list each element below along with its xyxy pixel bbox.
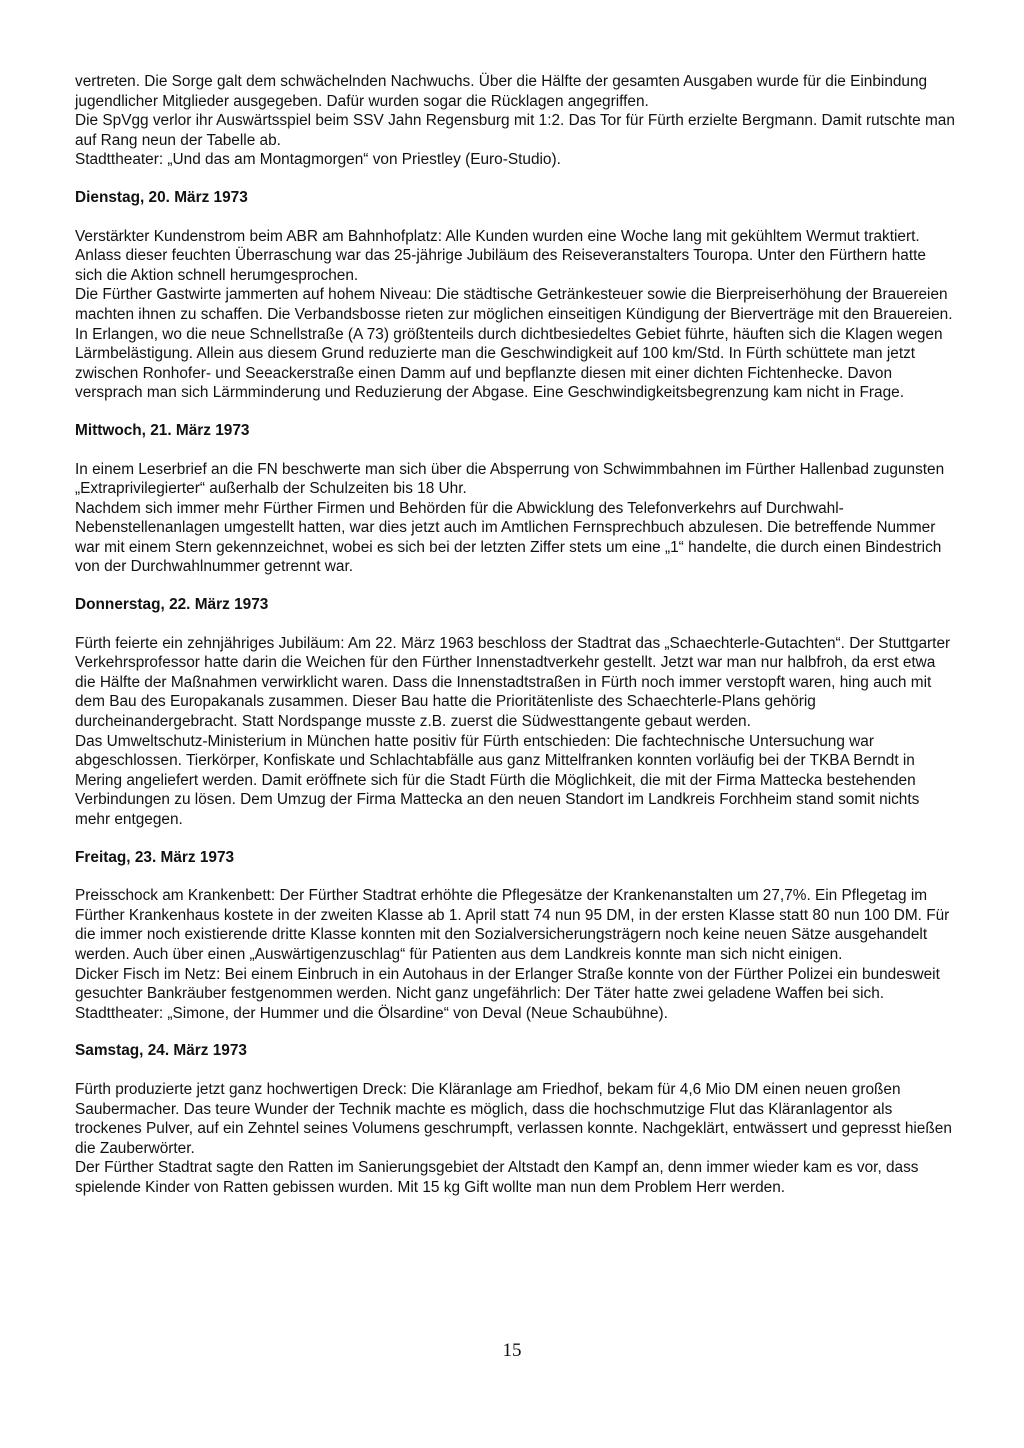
paragraph: Die SpVgg verlor ihr Auswärtsspiel beim SSV Jahn Regensburg mit 1:2. Das Tor für Fürth erzielte Bergmann. Damit rutschte man auf Rang neun der Tabelle ab. (75, 112, 955, 149)
paragraph: Nachdem sich immer mehr Fürther Firmen und Behörden für die Abwicklung des Telefonverkehrs auf Durchwahl-Nebenstellenanlagen umgestellt hatten, war dies jetzt auch im Amtlichen Fernsprechbuch abzulesen. Die betreffende Nummer war mit einem Stern gekennzeichnet, wobei es sich bei der letzten Ziffer stets um eine „1“ handelte, die durch einen Bindestrich von der Durchwahlnummer getrennt war. (75, 499, 942, 576)
section-donnerstag (75, 595, 955, 830)
document-page (75, 72, 955, 1198)
paragraph: Stadttheater: „Und das am Montagmorgen“ von Priestley (Euro-Studio). (75, 151, 561, 169)
paragraph: In Erlangen, wo die neue Schnellstraße (A 73) größtenteils durch dichtbesiedeltes Gebiet führte, häuften sich die Klagen wegen Lärmbelästigung. Allein aus diesem Grund reduzierte man die Geschwindigkeit auf 100 km/Std. In Fürth schüttete man jetzt zwischen Ronhofer- und Seeackerstraße einen Damm auf und bepflanzte diesen mit einer dichten Fichtenhecke. Davon versprach man sich Lärmminderung und Reduzierung der Abgase. Eine Geschwindigkeitsbegrenzung kam nicht in Frage. (75, 325, 943, 402)
paragraph: Die Fürther Gastwirte jammerten auf hohem Niveau: Die städtische Getränkesteuer sowie die Bierpreiserhöhung der Brauereien machten ihnen zu schaffen. Die Verbandsbosse rieten zur möglichen einseitigen Kündigung der Bierverträge mit den Brauereien. (75, 286, 953, 323)
paragraph: Der Fürther Stadtrat sagte den Ratten im Sanierungsgebiet der Altstadt den Kampf an, denn immer wieder kam es vor, dass spielende Kinder von Ratten gebissen wurden. Mit 15 kg Gift wollte man nun dem Problem Herr werden. (75, 1159, 919, 1196)
paragraph: Stadttheater: „Simone, der Hummer und die Ölsardine“ von Deval (Neue Schaubühne). (75, 1004, 668, 1022)
paragraph: vertreten. Die Sorge galt dem schwächelnden Nachwuchs. Über die Hälfte der gesamten Ausgaben wurde für die Einbindung jugendlicher Mitglieder ausgegeben. Dafür wurden sogar die Rücklagen angegriffen. (75, 73, 928, 110)
section-dienstag (75, 188, 955, 403)
intro-block (75, 72, 955, 170)
section-samstag (75, 1041, 955, 1197)
paragraph: Fürth produzierte jetzt ganz hochwertigen Dreck: Die Kläranlage am Friedhof, bekam für 4,6 Mio DM einen neuen großen Saubermacher. Das teure Wunder der Technik machte es möglich, dass die hochschmutzige Flut das Kläranlagentor als trockenes Pulver, auf ein Zehntel seines Volumens geschrumpft, verlassen konnte. Nachgeklärt, entwässert und gepresst hießen die Zauberwörter. (75, 1080, 952, 1157)
date-heading: Dienstag, 20. März 1973 (75, 188, 248, 206)
paragraph: In einem Leserbrief an die FN beschwerte man sich über die Absperrung von Schwimmbahnen im Fürther Hallenbad zugunsten „Extraprivilegierter“ außerhalb der Schulzeiten bis 18 Uhr. (75, 460, 945, 498)
paragraph: Das Umweltschutz-Ministerium in München hatte positiv für Fürth entschieden: Die fachtechnische Untersuchung war abgeschlossen. Tierkörper, Konfiskate und Schlachtabfälle aus ganz Mittelfranken konnten vorläufig bei der TKBA Berndt in Mering angeliefert werden. Damit eröffnete sich für die Stadt Fürth die Möglichkeit, die mit der Firma Mattecka bestehenden Verbindungen zu lösen. Dem Umzug der Firma Mattecka an den neuen Standort im Landkreis Forchheim stand somit nichts mehr entgegen. (75, 732, 920, 828)
paragraph: Fürth feierte ein zehnjähriges Jubiläum: Am 22. März 1963 beschloss der Stadtrat das „Schaechterle-Gutachten“. Der Stuttgarter Verkehrsprofessor hatte darin die Weichen für den Fürther Innenstadtverkehr gestellt. Jetzt war man nur halbfroh, da erst etwa die Hälfte der Maßnahmen verwirklicht waren. Dass die Innenstadtstraßen in Fürth noch immer verstopft waren, hing auch mit dem Bau des Europakanals zusammen. Dieser Bau hatte die Prioritätenliste des Schaechterle-Plans gehörig durcheinandergebracht. Statt Nordspange musste z.B. zuerst die Südwesttangente gebaut werden. (75, 634, 951, 731)
date-heading: Freitag, 23. März 1973 (75, 848, 235, 866)
section-freitag (75, 848, 955, 1024)
section-mittwoch (75, 421, 955, 577)
paragraph: Verstärkter Kundenstrom beim ABR am Bahnhofplatz: Alle Kunden wurden eine Woche lang mit gekühltem Wermut traktiert. Anlass dieser feuchten Überraschung war das 25-jährige Jubiläum des Reiseveranstalters Touropa. Unter den Fürthern hatte sich die Aktion schnell herumgesprochen. (75, 227, 926, 284)
page-number: 15 (502, 1340, 522, 1361)
date-heading: Samstag, 24. März 1973 (75, 1042, 247, 1060)
paragraph: Dicker Fisch im Netz: Bei einem Einbruch in ein Autohaus in der Erlanger Straße konnte von der Fürther Polizei ein bundesweit gesuchter Bankräuber festgenommen werden. Nicht ganz ungefährlich: Der Täter hatte zwei geladene Waffen bei sich. (75, 965, 940, 1003)
date-heading: Mittwoch, 21. März 1973 (75, 421, 250, 439)
date-heading: Donnerstag, 22. März 1973 (75, 596, 269, 614)
paragraph: Preisschock am Krankenbett: Der Fürther Stadtrat erhöhte die Pflegesätze der Krankenanstalten um 27,7%. Ein Pflegetag im Fürther Krankenhaus kostete in der zweiten Klasse ab 1. April statt 74 nun 95 DM, in der ersten Klasse statt 80 nun 100 DM. Für die immer noch existierende dritte Klasse konnten mit den Sozialversicherungsträgern noch keine neuen Sätze ausgehandelt werden. Auch über einen „Auswärtigenzuschlag“ für Patienten aus dem Landkreis konnte man sich nicht einigen. (75, 887, 950, 963)
